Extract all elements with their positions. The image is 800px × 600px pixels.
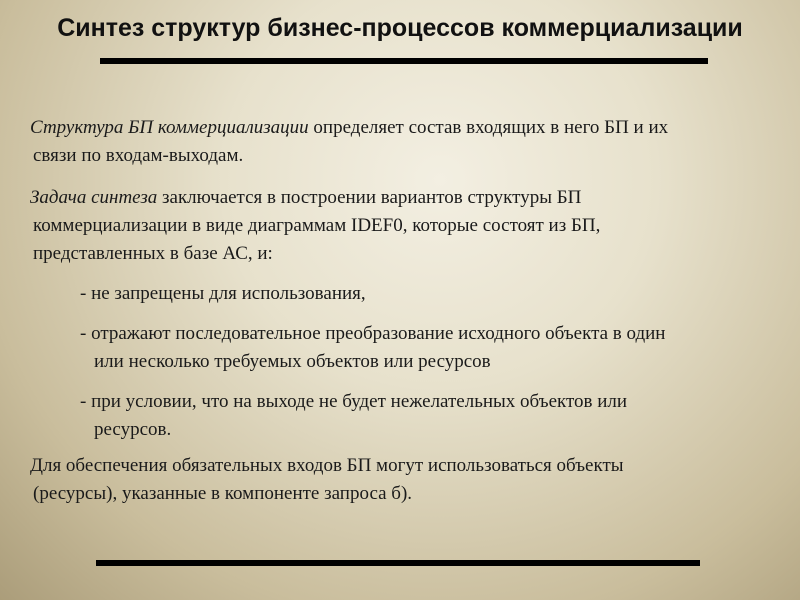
list-item — [30, 320, 780, 376]
list-item-text: ресурсов. — [94, 419, 172, 440]
list-item — [30, 388, 780, 444]
paragraph-text: Для обеспечения обязательных входов БП могут использоваться объекты — [30, 455, 624, 476]
paragraph-text: (ресурсы), указанные в компоненте запроса б). — [33, 483, 413, 504]
slide-title: Синтез структур бизнес-процессов коммерциализации — [57, 14, 743, 42]
list-item-text: или несколько требуемых объектов или ресурсов — [94, 351, 491, 372]
paragraph-text: связи по входам-выходам. — [33, 145, 244, 166]
paragraph-structure — [30, 114, 780, 170]
paragraph-synthesis-task — [30, 184, 780, 268]
list-item-text: - не запрещены для использования, — [80, 283, 366, 304]
paragraph-text: заключается в построении вариантов структуры БП — [157, 187, 582, 208]
footer-rule — [96, 560, 700, 566]
title-underline — [100, 58, 708, 64]
paragraph-text: представленных в базе АС, и: — [33, 243, 273, 264]
paragraph-inputs — [30, 452, 780, 508]
list-item-text: - отражают последовательное преобразование исходного объекта в один — [80, 323, 666, 344]
slide-body — [30, 114, 780, 516]
paragraph-text: определяет состав входящих в него БП и их — [308, 117, 669, 138]
paragraph-text: коммерциализации в виде диаграммам IDEF0, которые состоят из БП, — [33, 215, 601, 236]
term-structure: Структура БП коммерциализации — [30, 117, 309, 138]
list-item — [30, 280, 780, 308]
list-item-text: - при условии, что на выходе не будет нежелательных объектов или — [80, 391, 628, 412]
term-synthesis-task: Задача синтеза — [30, 187, 158, 208]
